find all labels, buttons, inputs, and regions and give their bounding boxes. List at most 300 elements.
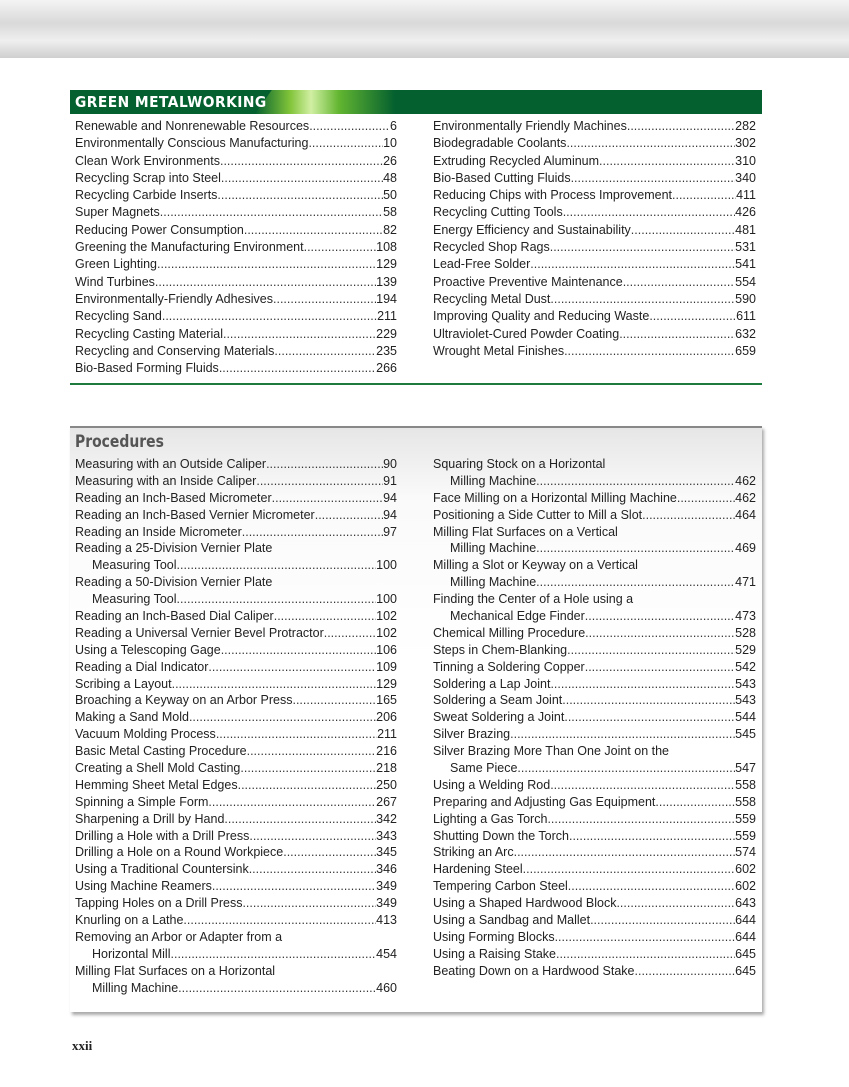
entry-title: Reading a Dial Indicator — [75, 659, 209, 674]
entry-page: 464 — [735, 507, 756, 522]
toc-entry — [433, 222, 756, 239]
entry-title: Extruding Recycled Aluminum — [433, 153, 600, 168]
entry-title: Removing an Arbor or Adapter from a — [75, 929, 283, 944]
entry-page: 100 — [376, 592, 397, 607]
entry-title: Tapping Holes on a Drill Press — [75, 896, 243, 911]
dot-leader — [217, 187, 383, 204]
toc-entry — [433, 844, 756, 861]
entry-title-cont: Measuring Tool — [92, 558, 177, 573]
dot-leader — [208, 659, 376, 676]
dot-leader — [627, 118, 735, 135]
dot-leader — [642, 507, 735, 524]
dot-leader — [530, 256, 735, 273]
toc-entry — [433, 625, 756, 642]
procedures-list-right — [433, 456, 756, 980]
entry-title: Using a Telescoping Gage — [75, 642, 221, 657]
entry-title: Reducing Power Consumption — [75, 222, 244, 237]
dot-leader — [162, 308, 377, 325]
entry-page: 97 — [383, 524, 397, 539]
green-list-left — [75, 118, 397, 377]
dot-leader — [677, 490, 735, 507]
entry-page: 471 — [735, 575, 756, 590]
entry-title: Using a Raising Stake — [433, 946, 556, 961]
toc-entry — [433, 456, 756, 473]
entry-title: Broaching a Keyway on an Arbor Press — [75, 693, 293, 708]
toc-entry — [75, 524, 397, 541]
entry-title: Recycled Shop Rags — [433, 240, 550, 255]
entry-title: Recycling Cutting Tools — [433, 205, 563, 220]
entry-page: 559 — [735, 811, 756, 826]
toc-entry-continuation — [75, 980, 397, 997]
entry-page: 559 — [735, 828, 756, 843]
entry-title-cont: Milling Machine — [450, 473, 537, 488]
entry-page: 343 — [376, 828, 397, 843]
toc-entry — [433, 153, 756, 170]
dot-leader — [256, 473, 383, 490]
entry-title: Environmentally Friendly Machines — [433, 119, 627, 133]
toc-entry — [433, 743, 756, 760]
dot-leader — [238, 777, 377, 794]
toc-entry — [75, 895, 397, 912]
entry-title: Proactive Preventive Maintenance — [433, 274, 623, 289]
entry-page: 531 — [735, 240, 756, 255]
entry-page: 206 — [376, 710, 397, 725]
entry-title: Sharpening a Drill by Hand — [75, 811, 225, 826]
entry-title: Soldering a Lap Joint — [433, 676, 551, 691]
dot-leader — [155, 274, 376, 291]
entry-title: Squaring Stock on a Horizontal — [433, 457, 606, 471]
entry-page: 102 — [376, 625, 397, 640]
entry-title: Silver Brazing — [433, 727, 511, 742]
dot-leader — [631, 222, 735, 239]
entry-title: Measuring with an Inside Caliper — [75, 473, 257, 488]
toc-entry — [75, 760, 397, 777]
dot-leader — [635, 963, 736, 980]
entry-title: Recycling Carbide Inserts — [75, 188, 218, 203]
entry-page: 346 — [376, 862, 397, 877]
dot-leader — [242, 524, 383, 541]
toc-entry — [75, 308, 397, 325]
toc-entry-continuation — [75, 591, 397, 608]
toc-entry — [433, 291, 756, 308]
toc-entry — [75, 743, 397, 760]
entry-page: 6 — [390, 119, 397, 133]
dot-leader — [266, 456, 383, 473]
entry-page: 342 — [376, 811, 397, 826]
entry-title: Knurling on a Lathe — [75, 913, 184, 928]
section-title: GREEN METALWORKING — [75, 93, 267, 111]
toc-entry — [433, 591, 756, 608]
toc-entry — [75, 861, 397, 878]
entry-title: Reading an Inch-Based Micrometer — [75, 490, 272, 505]
toc-entry — [433, 794, 756, 811]
entry-title: Lighting a Gas Torch — [433, 811, 548, 826]
dot-leader — [223, 326, 376, 343]
toc-entry — [75, 256, 397, 273]
entry-page: 267 — [376, 794, 397, 809]
dot-leader — [562, 692, 735, 709]
toc-entry — [433, 861, 756, 878]
entry-page: 211 — [377, 727, 397, 742]
entry-title: Ultraviolet-Cured Powder Coating — [433, 326, 620, 341]
entry-title: Creating a Shell Mold Casting — [75, 761, 241, 776]
toc-entry — [433, 170, 756, 187]
toc-entry — [75, 912, 397, 929]
dot-leader — [177, 591, 377, 608]
toc-entry — [75, 692, 397, 709]
dot-leader — [585, 659, 735, 676]
entry-title: Tinning a Soldering Copper — [433, 659, 585, 674]
dot-leader — [585, 608, 735, 625]
dot-leader — [623, 274, 735, 291]
toc-entry — [433, 912, 756, 929]
dot-leader — [556, 946, 735, 963]
entry-title: Using a Welding Rod — [433, 777, 551, 792]
toc-entry — [433, 557, 756, 574]
entry-title: Reducing Chips with Process Improvement — [433, 188, 672, 203]
toc-entry-continuation — [433, 574, 756, 591]
entry-title: Face Milling on a Horizontal Milling Machine — [433, 490, 677, 505]
entry-title: Milling Flat Surfaces on a Vertical — [433, 524, 618, 539]
section-divider — [70, 383, 762, 385]
toc-entry — [75, 343, 397, 360]
toc-entry — [433, 135, 756, 152]
entry-title: Green Lighting — [75, 257, 158, 272]
entry-page: 644 — [735, 913, 756, 928]
entry-page: 659 — [735, 343, 756, 358]
entry-page: 545 — [735, 727, 756, 742]
entry-page: 541 — [735, 257, 756, 272]
entry-title: Shutting Down the Torch — [433, 828, 569, 843]
toc-entry — [75, 794, 397, 811]
toc-entry — [433, 659, 756, 676]
toc-entry-continuation — [433, 540, 756, 557]
dot-leader — [564, 709, 735, 726]
dot-leader — [172, 676, 377, 693]
toc-entry — [433, 895, 756, 912]
dot-leader — [309, 118, 390, 135]
toc-entry — [433, 946, 756, 963]
entry-page: 211 — [377, 309, 397, 324]
toc-entry — [433, 256, 756, 273]
dot-leader — [224, 811, 376, 828]
dot-leader — [550, 676, 735, 693]
entry-page: 10 — [383, 136, 397, 151]
dot-leader — [672, 187, 736, 204]
entry-page: 590 — [735, 291, 756, 306]
dot-leader — [292, 692, 376, 709]
dot-leader — [212, 878, 376, 895]
dot-leader — [619, 326, 735, 343]
entry-page: 229 — [376, 326, 397, 341]
entry-page: 454 — [376, 946, 397, 961]
entry-title: Spinning a Simple Form — [75, 794, 209, 809]
dot-leader — [315, 507, 383, 524]
toc-entry-continuation — [433, 760, 756, 777]
toc-entry — [75, 625, 397, 642]
toc-entry — [75, 490, 397, 507]
dot-leader — [189, 709, 376, 726]
entry-page: 94 — [383, 490, 397, 505]
entry-page: 411 — [736, 188, 756, 203]
procedures-list-left — [75, 456, 397, 997]
dot-leader — [244, 222, 383, 239]
toc-entry — [75, 204, 397, 221]
dot-leader — [568, 878, 735, 895]
entry-title: Reading a 50-Division Vernier Plate — [75, 575, 273, 590]
entry-title: Recycling Scrap into Steel — [75, 170, 221, 185]
entry-title: Scribing a Layout — [75, 676, 172, 691]
dot-leader — [655, 794, 735, 811]
toc-entry — [433, 811, 756, 828]
toc-entry — [75, 135, 397, 152]
toc-entry — [75, 608, 397, 625]
dot-leader — [274, 343, 376, 360]
dot-leader — [585, 625, 735, 642]
dot-leader — [510, 726, 735, 743]
entry-title: Wrought Metal Finishes — [433, 343, 565, 358]
dot-leader — [220, 153, 383, 170]
entry-page: 108 — [376, 240, 397, 255]
toc-entry — [75, 239, 397, 256]
entry-title: Environmentally-Friendly Adhesives — [75, 291, 274, 306]
toc-entry — [75, 878, 397, 895]
toc-entry — [75, 222, 397, 239]
dot-leader — [514, 844, 736, 861]
toc-entry — [433, 308, 756, 325]
page-number: xxii — [72, 1038, 93, 1053]
toc-entry — [75, 507, 397, 524]
toc-entry — [75, 574, 397, 591]
dot-leader — [590, 912, 735, 929]
entry-page: 82 — [383, 222, 397, 237]
entry-page: 345 — [376, 845, 397, 860]
toc-entry — [433, 642, 756, 659]
entry-title: Recycling and Conserving Materials — [75, 343, 275, 358]
entry-title: Reading an Inch-Based Dial Caliper — [75, 609, 274, 624]
entry-title: Using Machine Reamers — [75, 879, 212, 894]
entry-title: Tempering Carbon Steel — [433, 879, 568, 894]
entry-page: 266 — [376, 361, 397, 376]
toc-entry — [75, 187, 397, 204]
entry-page: 644 — [735, 929, 756, 944]
toc-entry — [433, 709, 756, 726]
entry-title: Using a Shaped Hardwood Block — [433, 896, 617, 911]
entry-page: 165 — [376, 693, 397, 708]
entry-page: 216 — [376, 744, 397, 759]
toc-entry — [75, 963, 397, 980]
sparks-image — [255, 90, 395, 114]
entry-page: 543 — [735, 693, 756, 708]
dot-leader — [221, 642, 376, 659]
toc-entry — [433, 239, 756, 256]
entry-title: Greening the Manufacturing Environment — [75, 240, 304, 255]
dot-leader — [571, 170, 736, 187]
dot-leader — [183, 912, 376, 929]
entry-page: 340 — [735, 170, 756, 185]
entry-page: 543 — [735, 676, 756, 691]
entry-page: 528 — [735, 625, 756, 640]
toc-entry — [433, 929, 756, 946]
entry-title: Environmentally Conscious Manufacturing — [75, 136, 309, 151]
green-metalworking-banner — [70, 90, 762, 114]
toc-entry — [75, 811, 397, 828]
toc-entry — [75, 709, 397, 726]
dot-leader — [564, 343, 735, 360]
dot-leader — [550, 777, 735, 794]
entry-title: Using a Traditional Countersink — [75, 862, 249, 877]
dot-leader — [157, 256, 376, 273]
entry-page: 481 — [735, 222, 756, 237]
dot-leader — [547, 811, 735, 828]
entry-page: 542 — [735, 659, 756, 674]
entry-title: Bio-Based Forming Fluids — [75, 361, 219, 376]
entry-page: 462 — [735, 490, 756, 505]
toc-entry — [75, 828, 397, 845]
entry-title: Lead-Free Solder — [433, 257, 531, 272]
dot-leader — [247, 743, 377, 760]
toc-entry — [75, 274, 397, 291]
entry-title-cont: Measuring Tool — [92, 592, 177, 607]
dot-leader — [216, 726, 377, 743]
entry-page: 50 — [383, 188, 397, 203]
toc-entry-continuation — [433, 608, 756, 625]
entry-title: Bio-Based Cutting Fluids — [433, 170, 571, 185]
dot-leader — [171, 946, 377, 963]
toc-entry — [75, 929, 397, 946]
entry-title: Chemical Milling Procedure — [433, 625, 586, 640]
dot-leader — [274, 608, 376, 625]
dot-leader — [304, 239, 377, 256]
entry-page: 282 — [735, 119, 756, 133]
entry-title: Recycling Sand — [75, 309, 162, 324]
entry-page: 462 — [735, 473, 756, 488]
dot-leader — [550, 291, 735, 308]
entry-title: Drilling a Hole on a Round Workpiece — [75, 845, 284, 860]
toc-entry — [75, 642, 397, 659]
entry-title: Reading an Inside Micrometer — [75, 524, 242, 539]
toc-entry — [433, 326, 756, 343]
toc-entry — [433, 692, 756, 709]
entry-page: 129 — [376, 676, 397, 691]
entry-title: Striking an Arc — [433, 845, 514, 860]
entry-title-cont: Milling Machine — [92, 980, 179, 995]
entry-title-cont: Milling Machine — [450, 575, 537, 590]
entry-page: 349 — [376, 896, 397, 911]
entry-page: 218 — [376, 761, 397, 776]
dot-leader — [566, 135, 735, 152]
entry-title: Milling Flat Surfaces on a Horizontal — [75, 963, 276, 978]
entry-title: Super Magnets — [75, 205, 160, 220]
toc-entry — [433, 490, 756, 507]
entry-title: Biodegradable Coolants — [433, 136, 567, 151]
dot-leader — [550, 239, 735, 256]
entry-title: Positioning a Side Cutter to Mill a Slot — [433, 507, 643, 522]
toc-entry — [433, 828, 756, 845]
entry-page: 574 — [735, 845, 756, 860]
entry-title: Wind Turbines — [75, 274, 155, 289]
dot-leader — [249, 828, 376, 845]
toc-entry — [75, 326, 397, 343]
dot-leader — [517, 760, 735, 777]
dot-leader — [523, 861, 735, 878]
entry-page: 460 — [376, 980, 397, 995]
toc-entry — [433, 963, 756, 980]
dot-leader — [536, 574, 735, 591]
entry-page: 250 — [376, 777, 397, 792]
entry-page: 602 — [735, 879, 756, 894]
entry-page: 235 — [376, 343, 397, 358]
entry-title: Milling a Slot or Keyway on a Vertical — [433, 558, 638, 573]
dot-leader — [177, 557, 377, 574]
entry-title: Reading a Universal Vernier Bevel Protractor — [75, 625, 324, 640]
toc-entry — [75, 676, 397, 693]
toc-entry — [433, 878, 756, 895]
toc-entry — [433, 204, 756, 221]
entry-page: 58 — [383, 205, 397, 220]
toc-entry — [75, 118, 397, 135]
dot-leader — [208, 794, 376, 811]
entry-title: Preparing and Adjusting Gas Equipment — [433, 794, 656, 809]
entry-title: Steps in Chem-Blanking — [433, 642, 568, 657]
entry-page: 473 — [735, 609, 756, 624]
entry-title: Making a Sand Mold — [75, 710, 189, 725]
entry-page: 91 — [383, 473, 397, 488]
toc-entry — [433, 507, 756, 524]
toc-entry — [75, 540, 397, 557]
entry-page: 413 — [376, 913, 397, 928]
toc-entry — [75, 291, 397, 308]
dot-leader — [308, 135, 383, 152]
dot-leader — [219, 360, 376, 377]
toc-entry — [75, 777, 397, 794]
dot-leader — [221, 170, 383, 187]
dot-leader — [599, 153, 735, 170]
entry-title: Renewable and Nonrenewable Resources — [75, 119, 310, 133]
entry-title: Drilling a Hole with a Drill Press — [75, 828, 250, 843]
entry-page: 529 — [735, 642, 756, 657]
entry-page: 469 — [735, 541, 756, 556]
dot-leader — [324, 625, 376, 642]
toc-entry — [75, 659, 397, 676]
entry-title-cont: Milling Machine — [450, 541, 537, 556]
entry-title: Basic Metal Casting Procedure — [75, 744, 247, 759]
entry-page: 602 — [735, 862, 756, 877]
toc-entry-continuation — [75, 557, 397, 574]
entry-page: 558 — [735, 794, 756, 809]
toc-entry — [433, 726, 756, 743]
dot-leader — [567, 642, 735, 659]
dot-leader — [272, 490, 383, 507]
dot-leader — [563, 204, 735, 221]
entry-title: Beating Down on a Hardwood Stake — [433, 963, 635, 978]
entry-page: 349 — [376, 879, 397, 894]
toc-entry — [433, 343, 756, 360]
entry-title-cont: Mechanical Edge Finder — [450, 609, 585, 624]
entry-title: Hardening Steel — [433, 862, 523, 877]
entry-title: Measuring with an Outside Caliper — [75, 457, 267, 471]
dot-leader — [283, 844, 376, 861]
toc-entry — [433, 118, 756, 135]
toc-entry — [433, 777, 756, 794]
entry-page: 109 — [376, 659, 397, 674]
entry-title: Clean Work Environments — [75, 153, 220, 168]
dot-leader — [273, 291, 376, 308]
entry-page: 611 — [736, 309, 756, 324]
section-title: Procedures — [75, 432, 164, 452]
toc-entry — [75, 360, 397, 377]
entry-page: 26 — [383, 153, 397, 168]
